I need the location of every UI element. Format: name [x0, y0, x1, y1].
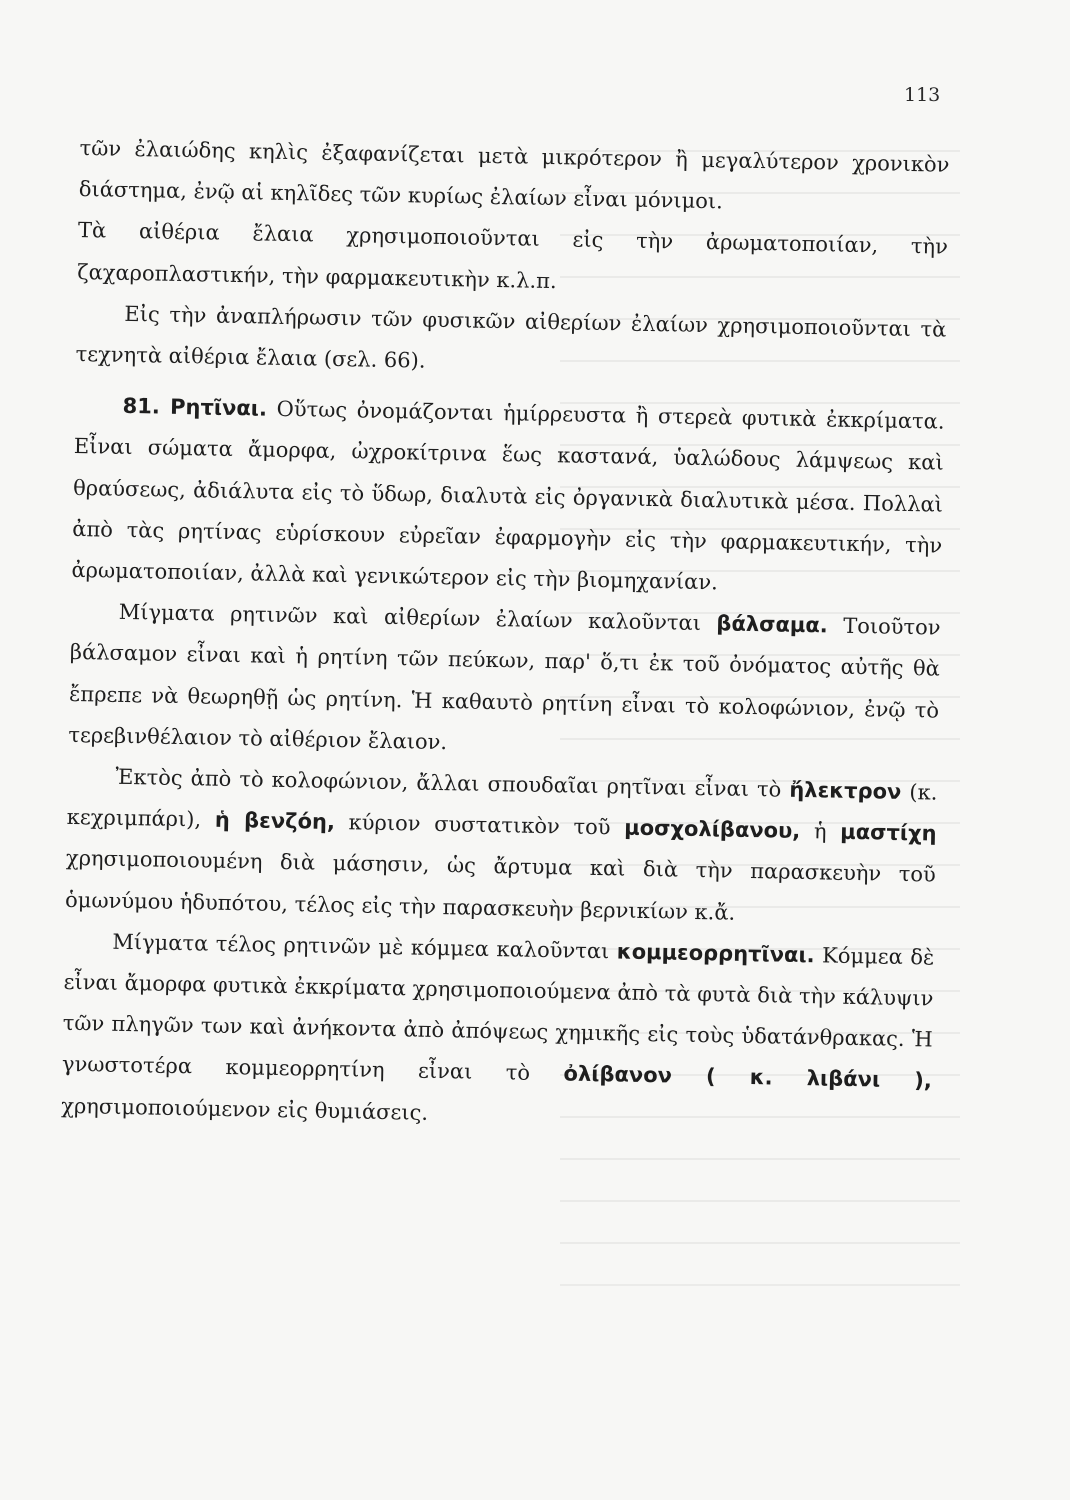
term-mastic: μαστίχη — [840, 819, 937, 846]
resins-text: Οὕτως ὀνομάζονται ἡμίρρευστα ἢ στερεὰ φυτικὰ ἐκκρίματα. Εἶναι σώματα ἄμορφα, ὠχροκίτρινα ἕως καστανά, ὑαλώδους λάμψεως καὶ θραύσεως, ἀδιάλυτα εἰς τὸ ὕδωρ, διαλυτὰ εἰς ὀργανικὰ διαλυτικὰ μέσα. Πολλαὶ ἀπὸ τὰς ρητίνας εὑρίσκουν εὐρεῖαν ἐφαρμογὴν εἰς τὴν φαρμακευτικήν, τὴν ἀρωματοποιίαν, ἀλλὰ καὶ γενικώτερον εἰς τὴν βιομηχανίαν. — [71, 396, 945, 595]
paragraph-resins — [71, 385, 945, 608]
paragraph-uses: Τὰ αἰθέρια ἔλαια χρησιμοποιοῦνται εἰς τὴν ἀρωματοποιίαν, τὴν ζαχαροπλαστικήν, τὴν φαρμακευτικὴν κ.λ.π. — [77, 218, 949, 293]
term-frankincense: ὀλίβανον ( κ. λιβάνι ), — [563, 1061, 933, 1093]
term-benzoin: ἡ βενζόη, — [214, 807, 336, 835]
gum-resins-text-b: Κόμμεα δὲ εἶναι ἄμορφα φυτικὰ ἐκκρίματα χρησιμοποιούμενα ἀπὸ τὰ φυτὰ διὰ τὴν κάλυψιν τῶν πληγῶν των καὶ ἀνήκοντα ἀπὸ ἀπόψεως χημικῆς εἰς τοὺς ὑδατάνθρακας. Ἡ γνωστοτέρα κομμεορρητίνη εἶναι τὸ — [61, 943, 935, 1086]
page-number: 113 — [904, 84, 941, 106]
term-amber: ἤλεκτρον — [789, 777, 902, 804]
term-balsams: βάλσαμα. — [716, 611, 829, 638]
gum-resins-text-a: Μίγματα τέλος ρητινῶν μὲ κόμμεα καλοῦνται — [112, 929, 618, 964]
balsams-text-a: Μίγματα ρητινῶν καὶ αἰθερίων ἐλαίων καλοῦνται — [118, 600, 717, 636]
term-gum-resins: κομμεορρητῖναι. — [616, 939, 815, 968]
section-heading-resins: 81. Ρητῖναι. — [122, 394, 268, 421]
paragraph-balsams — [68, 591, 941, 772]
paragraph-other-resins — [65, 756, 938, 937]
paragraph-continuation: τῶν ἐλαιώδης κηλὶς ἐξαφανίζεται μετὰ μικρότερον ἢ μεγαλύτερον χρονικὸν διάστημα, ἐνῷ αἱ κηλῖδες τῶν κυρίως ἐλαίων εἶναι μόνιμοι. — [78, 135, 950, 214]
other-resins-text-b: (κ. κεχριμπάρι), — [66, 779, 938, 832]
paragraph-gum-resins — [61, 921, 935, 1144]
body-text — [61, 128, 950, 1143]
other-resins-text-d: ἡ — [800, 819, 841, 844]
other-resins-text-c: κύριον συστατικὸν τοῦ — [334, 810, 625, 840]
other-resins-text-e: χρησιμοποιουμένη διὰ μάσησιν, ὡς ἄρτυμα καὶ διὰ τὴν παρασκευὴν τοῦ ὁμωνύμου ἡδυπότου, τέλος εἰς τὴν παρασκευὴν βερνικίων κ.ἄ. — [64, 846, 937, 925]
balsams-text-b: Τοιοῦτον βάλσαμον εἶναι καὶ ἡ ρητίνη τῶν πεύκων, παρ' ὅ,τι ἐκ τοῦ ὀνόματος αὐτῆς θὰ ἔπρεπε νὰ θεωρηθῇ ὡς ρητίνη. Ἡ καθαυτὸ ρητίνη εἶναι τὸ κολοφώνιον, ἐνῷ τὸ τερεβινθέλαιον τὸ αἰθέριον ἔλαιον. — [68, 613, 941, 755]
other-resins-text-a: Ἐκτὸς ἀπὸ τὸ κολοφώνιον, ἄλλαι σπουδαῖαι ρητῖναι εἶναι τὸ — [115, 764, 790, 802]
gum-resins-text-c: χρησιμοποιούμενον εἰς θυμιάσεις. — [61, 1093, 429, 1125]
term-moschólivano: μοσχολίβανου, — [624, 815, 801, 844]
paragraph-synthetic-oils: Εἰς τὴν ἀναπλήρωσιν τῶν φυσικῶν αἰθερίων ἐλαίων χρησιμοποιοῦνται τὰ τεχνητὰ αἰθέρια ἔλαια (σελ. 66). — [75, 301, 947, 373]
